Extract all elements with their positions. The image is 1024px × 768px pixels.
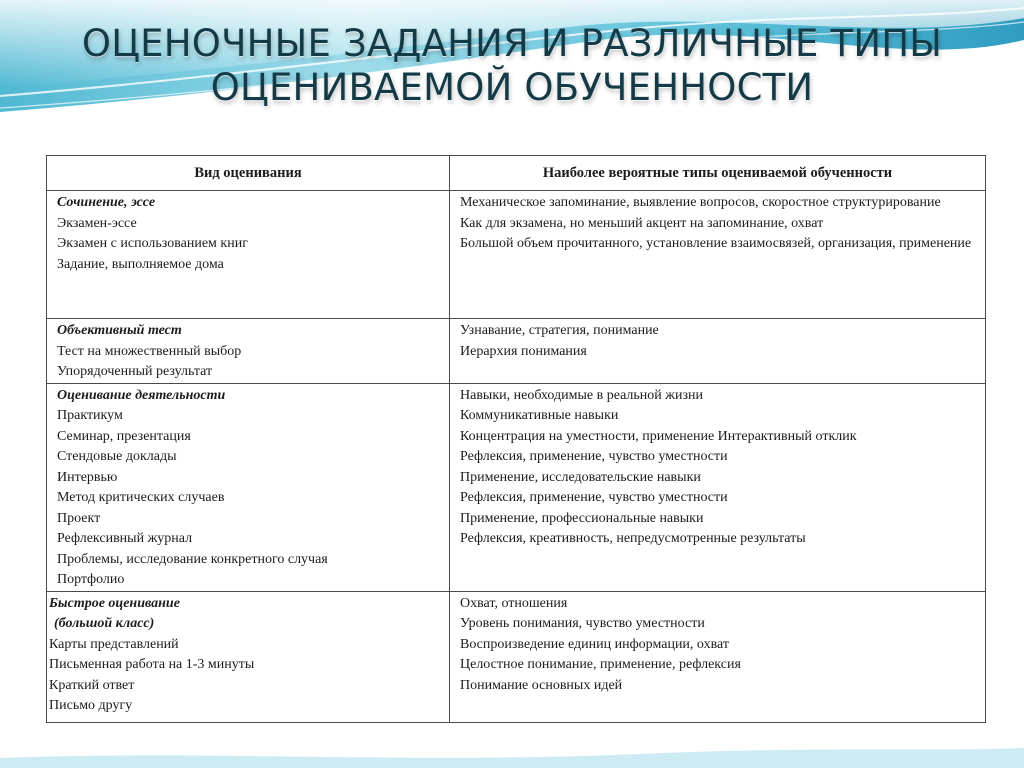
outcome-item: Коммуникативные навыки: [460, 408, 619, 423]
list-item: Интервью: [57, 469, 118, 485]
list-item: Тест на множественный выбор: [57, 343, 242, 359]
list-item: Карты представлений: [49, 636, 179, 652]
outcome-item: Узнавание, стратегия, понимание: [460, 323, 659, 338]
outcome-item: Охват, отношения: [460, 595, 568, 611]
list-item: Проблемы, исследование конкретного случая: [57, 551, 328, 567]
category-label: Сочинение, эссе: [57, 195, 156, 210]
list-item: Метод критических случаев: [57, 490, 225, 505]
header-assessment-type: Вид оценивания: [47, 156, 450, 191]
header-learning-types: Наиболее вероятные типы оцениваемой обученности: [450, 156, 986, 191]
outcome-item: Применение, профессиональные навыки: [460, 510, 704, 526]
title-line-2: ОЦЕНИВАЕМОЙ ОБУЧЕННОСТИ: [210, 66, 814, 109]
list-item: Семинар, презентация: [57, 428, 191, 444]
table-row: [47, 191, 986, 319]
outcome-item: Целостное понимание, применение, рефлексия: [460, 657, 741, 672]
learning-types-cell: [450, 383, 986, 591]
outcome-item: Воспроизведение единиц информации, охват: [460, 636, 729, 652]
outcome-item: Рефлексия, применение, чувство уместности: [460, 449, 728, 464]
assessment-table-container: [46, 155, 985, 723]
outcome-item: Рефлексия, креативность, непредусмотренные результаты: [460, 531, 806, 546]
list-item: Задание, выполняемое дома: [57, 256, 224, 272]
list-item: Проект: [57, 510, 101, 526]
list-item: Практикум: [57, 408, 123, 423]
list-item: Письмо другу: [49, 698, 133, 713]
outcome-item: Применение, исследовательские навыки: [460, 469, 701, 485]
assessment-type-cell: [47, 591, 450, 723]
outcome-item: Понимание основных идей: [460, 677, 623, 693]
table-row: [47, 319, 986, 384]
outcome-item: Уровень понимания, чувство уместности: [460, 616, 705, 631]
decorative-bottom-wave: [0, 742, 1024, 768]
table-row: [47, 591, 986, 723]
list-item: Экзамен-эссе: [57, 215, 137, 231]
subcategory-label: (большой класс): [54, 616, 155, 631]
list-item: Стендовые доклады: [57, 449, 177, 464]
table-header-row: [47, 156, 986, 191]
learning-types-cell: [450, 191, 986, 319]
list-item: Экзамен с использованием книг: [57, 236, 248, 251]
outcome-item: Как для экзамена, но меньший акцент на запоминание, охват: [460, 215, 824, 231]
category-label: Быстрое оценивание: [49, 595, 180, 611]
assessment-type-cell: [47, 191, 450, 319]
outcome-item: Большой объем прочитанного, установление взаимосвязей, организация, применение: [460, 236, 972, 251]
assessment-type-cell: [47, 319, 450, 384]
list-item: Портфолио: [57, 572, 125, 587]
category-label: Объективный тест: [57, 323, 182, 338]
learning-types-cell: [450, 319, 986, 384]
list-item: Краткий ответ: [49, 677, 135, 693]
outcome-item: Механическое запоминание, выявление вопросов, скоростное структурирование: [460, 195, 941, 210]
table-row: [47, 383, 986, 591]
list-item: Рефлексивный журнал: [57, 531, 193, 546]
category-label: Оценивание деятельности: [57, 387, 226, 403]
assessment-type-cell: [47, 383, 450, 591]
outcome-item: Навыки, необходимые в реальной жизни: [460, 387, 703, 403]
assessment-table: [46, 155, 986, 723]
slide-title: [0, 22, 1024, 110]
learning-types-cell: [450, 591, 986, 723]
outcome-item: Рефлексия, применение, чувство уместности: [460, 490, 728, 505]
title-line-1: ОЦЕНОЧНЫЕ ЗАДАНИЯ И РАЗЛИЧНЫЕ ТИПЫ: [81, 22, 943, 65]
list-item: Упорядоченный результат: [57, 364, 213, 379]
list-item: Письменная работа на 1-3 минуты: [49, 657, 255, 672]
outcome-item: Концентрация на уместности, применение Интерактивный отклик: [460, 428, 857, 444]
outcome-item: Иерархия понимания: [460, 343, 587, 359]
